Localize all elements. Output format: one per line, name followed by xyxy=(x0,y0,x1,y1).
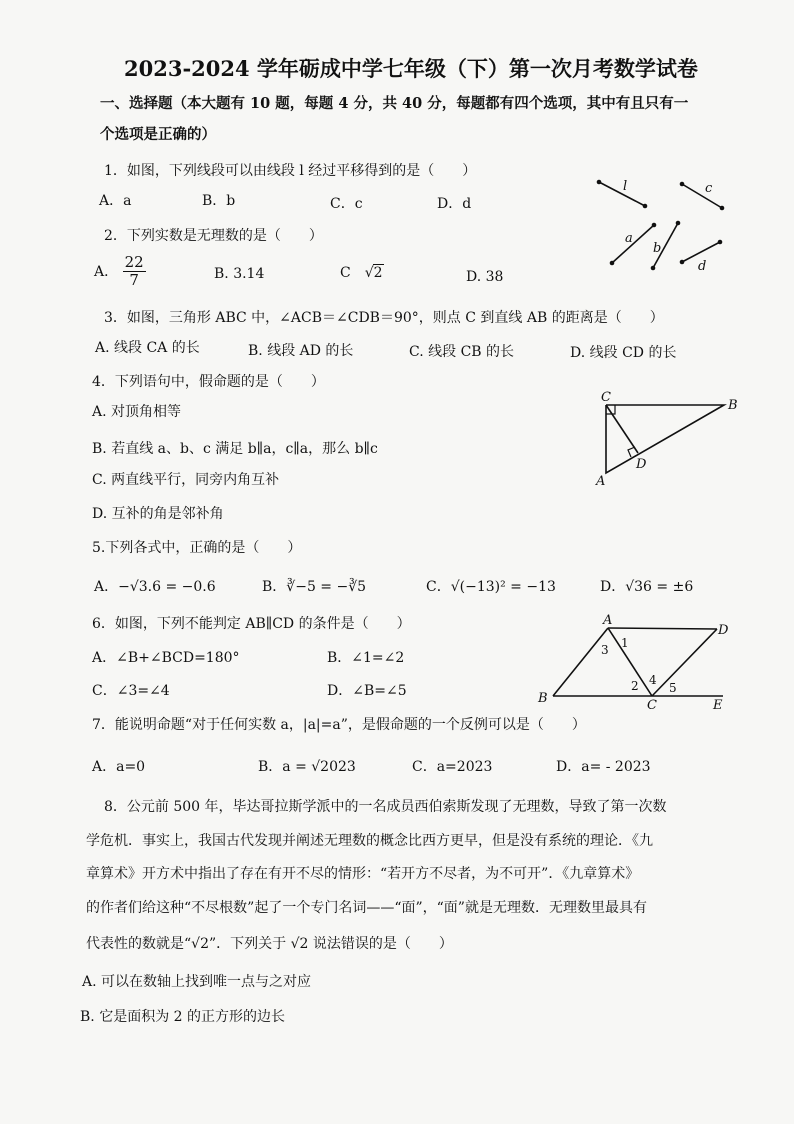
label-angle-3: 3 xyxy=(601,643,609,657)
line-ad xyxy=(608,628,717,629)
q1-option-a: A．a xyxy=(99,193,132,209)
segment-l xyxy=(599,182,645,206)
q2-stem: 2．下列实数是无理数的是（ ） xyxy=(104,228,323,244)
label-c: C xyxy=(601,390,611,405)
q5-option-c: C．√(−13)² = −13 xyxy=(426,579,556,595)
q2-option-a-label: A． xyxy=(94,263,119,280)
radicand: 2 xyxy=(373,265,383,281)
fraction-denominator: 7 xyxy=(129,271,139,290)
q4-stem: 4．下列语句中，假命题的是（ ） xyxy=(92,374,325,390)
q7-option-b: B．a = √2023 xyxy=(258,759,356,775)
q7-option-c: C．a=2023 xyxy=(412,759,493,775)
label-b: B xyxy=(728,398,738,413)
q8-line-4: 的作者们给这种“不尽根数”起了一个专门名词——“面”，“面”就是无理数．无理数里最具有 xyxy=(86,900,647,916)
q1-option-c: C．c xyxy=(330,196,363,212)
label-a: a xyxy=(625,231,633,246)
label-b: b xyxy=(653,241,662,256)
q6-option-d: D．∠B=∠5 xyxy=(327,683,407,699)
q4-option-b: B. 若直线 a、b、c 满足 b∥a，c∥a，那么 b∥c xyxy=(92,441,378,457)
q7-stem: 7．能说明命题“对于任何实数 a，|a|=a”，是假命题的一个反例可以是（ ） xyxy=(92,717,586,733)
label-e: E xyxy=(713,698,723,713)
label-c: c xyxy=(705,181,713,196)
q7-option-a: A．a=0 xyxy=(92,759,146,775)
q8-line-5: 代表性的数就是“√2”．下列关于 √2 说法错误的是（ ） xyxy=(86,936,453,952)
q6-option-b: B．∠1=∠2 xyxy=(327,650,405,666)
altitude-cd xyxy=(606,405,638,453)
q8-line-3: 章算术》开方术中指出了存在有开不尽的情形：“若开方不尽者，为不可开”．《九章算术》 xyxy=(86,866,640,882)
q8-option-b: B. 它是面积为 2 的正方形的边长 xyxy=(80,1009,285,1025)
q8-line-1: 8．公元前 500 年，毕达哥拉斯学派中的一名成员西伯索斯发现了无理数，导致了第一次数 xyxy=(104,799,667,815)
q1-stem: 1．如图，下列线段可以由线段 l 经过平移得到的是（ ） xyxy=(104,163,477,179)
label-angle-1: 1 xyxy=(621,636,629,650)
q7-option-d: D．a= - 2023 xyxy=(556,759,651,775)
triangle-abc xyxy=(606,405,724,473)
q2-option-c-label: C xyxy=(340,265,365,281)
q2-option-b: B. 3.14 xyxy=(214,266,265,282)
q4-option-d: D. 互补的角是邻补角 xyxy=(92,506,224,522)
q8-option-a: A. 可以在数轴上找到唯一点与之对应 xyxy=(82,974,312,990)
q3-option-b: B. 线段 AD 的长 xyxy=(248,343,354,359)
q6-stem: 6．如图，下列不能判定 AB∥CD 的条件是（ ） xyxy=(92,616,411,632)
label-b: B xyxy=(538,691,548,706)
label-angle-5: 5 xyxy=(669,681,677,695)
q6-option-a: A．∠B+∠BCD=180° xyxy=(92,650,240,666)
q5-option-a: A．−√3.6 = −0.6 xyxy=(94,579,216,595)
radical-sign-icon: √ xyxy=(364,265,374,281)
q1-option-d: D．d xyxy=(437,196,472,212)
q3-option-d: D. 线段 CD 的长 xyxy=(570,345,677,361)
q3-option-a: A. 线段 CA 的长 xyxy=(95,340,200,356)
right-angle-mark-d xyxy=(628,447,635,457)
section-header-line2: 个选项是正确的） xyxy=(100,126,216,143)
page-title: 2023-2024 学年砺成中学七年级（下）第一次月考数学试卷 xyxy=(124,56,698,81)
label-d: D xyxy=(636,457,647,472)
figure-q6-parallelogram xyxy=(535,612,735,712)
q5-option-b: B．∛−5 = −∛5 xyxy=(262,579,367,595)
label-angle-2: 2 xyxy=(631,679,639,693)
segment-a xyxy=(612,225,654,263)
line-ab xyxy=(553,628,608,696)
q5-stem: 5.下列各式中，正确的是（ ） xyxy=(92,540,302,556)
label-d: D xyxy=(718,623,729,638)
label-angle-4: 4 xyxy=(649,673,657,687)
q8-line-2: 学危机．事实上，我国古代发现并阐述无理数的概念比西方更早，但是没有系统的理论．《九 xyxy=(86,833,653,849)
q4-option-c: C. 两直线平行，同旁内角互补 xyxy=(92,472,280,488)
q3-option-c: C. 线段 CB 的长 xyxy=(409,344,515,360)
q4-option-a: A. 对顶角相等 xyxy=(92,404,182,420)
q3-stem: 3．如图，三角形 ABC 中，∠ACB＝∠CDB＝90°，则点 C 到直线 AB 的距离是（ ） xyxy=(104,310,664,326)
q6-option-c: C．∠3=∠4 xyxy=(92,683,170,699)
q5-option-d: D．√36 = ±6 xyxy=(600,579,694,595)
figure-q1-segments xyxy=(590,170,760,280)
line-ac xyxy=(608,628,652,696)
label-d: d xyxy=(698,259,707,274)
line-cd xyxy=(652,629,717,696)
label-a: A xyxy=(596,474,606,489)
fraction xyxy=(123,254,146,290)
figure-q3-triangle xyxy=(590,385,750,495)
label-a: A xyxy=(603,613,613,628)
section-header-line1: 一、选择题（本大题有 10 题，每题 4 分，共 40 分，每题都有四个选项，其中有且只有一 xyxy=(100,95,689,112)
label-c: C xyxy=(647,698,657,713)
label-l: l xyxy=(623,179,628,194)
q2-option-d: D. 38 xyxy=(466,269,504,285)
q1-option-b: B．b xyxy=(202,193,236,209)
q2-option-c xyxy=(340,266,384,280)
segment-c xyxy=(682,184,722,208)
fraction-numerator: 22 xyxy=(124,253,144,271)
q2-option-a xyxy=(94,254,146,290)
